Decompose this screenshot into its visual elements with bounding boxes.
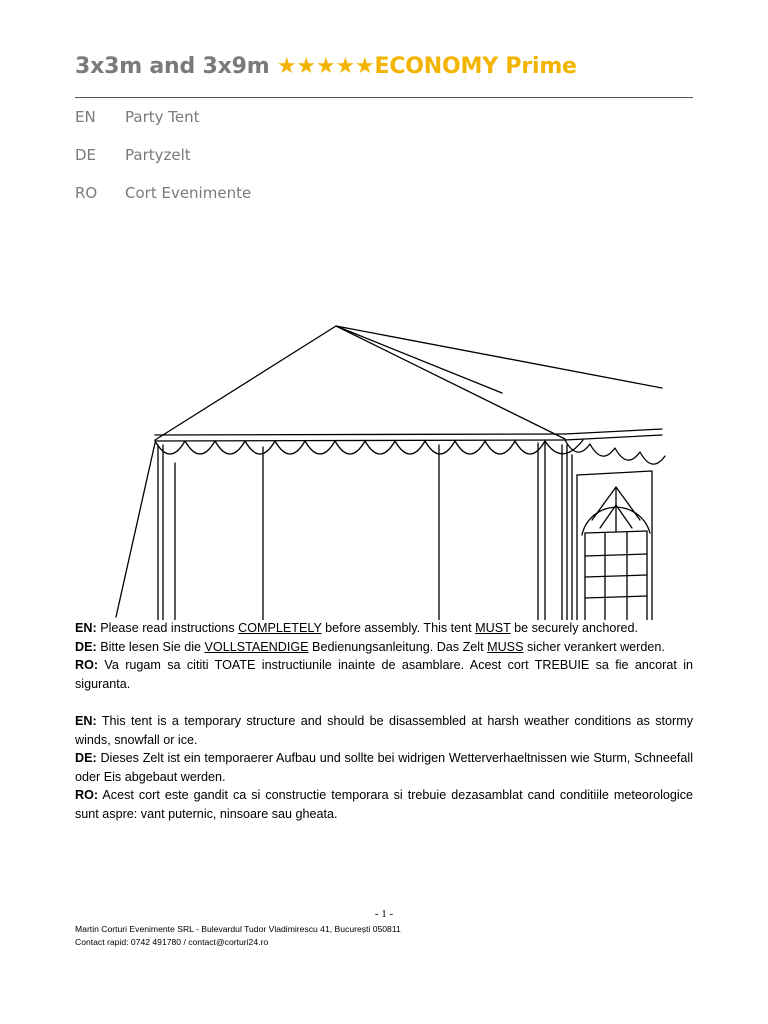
notice-2-ro: RO: Acest cort este gandit ca si constructie temporara si trebuie dezasamblat cand conditiile meteorologice sunt aspre: vant puternic, ninsoare sau gheata. [75, 788, 693, 821]
language-code: DE [75, 146, 97, 164]
footer-contact: Contact rapid: 0742 491780 / contact@corturi24.ro [75, 937, 269, 947]
notice-1-en: EN: Please read instructions COMPLETELY before assembly. This tent MUST be securely anchored. [75, 621, 639, 635]
title-product-name: ECONOMY Prime [374, 54, 577, 79]
language-row-ro [75, 184, 251, 202]
language-code: RO [75, 184, 98, 202]
language-row-de [75, 146, 191, 164]
paragraph-gap [75, 693, 693, 712]
page-number: - 1 - [374, 908, 394, 920]
tent-illustration [100, 315, 680, 620]
language-row-en [75, 108, 200, 126]
safety-notes [75, 619, 693, 824]
product-name: Partyzelt [125, 146, 191, 164]
notice-2-de: DE: Dieses Zelt ist ein temporaerer Aufbau und sollte bei widrigen Wetterverhaeltnissen wie Sturm, Schneefall oder Eis abgebaut werden. [75, 751, 693, 784]
company-footer [75, 923, 401, 949]
page-title [75, 54, 577, 79]
footer-address: Martin Corturi Evenimente SRL - Bulevardul Tudor Vladimirescu 41, București 050811 [75, 924, 401, 934]
notice-1-de: DE: Bitte lesen Sie die VOLLSTAENDIGE Bedienungsanleitung. Das Zelt MUSS sicher verankert werden. [75, 639, 665, 654]
rating-stars: ★★★★★ [276, 54, 375, 79]
product-name: Party Tent [125, 108, 200, 126]
notice-1-ro: RO: Va rugam sa cititi TOATE instructiunile inainte de asamblare. Acest cort TREBUIE sa fie ancorat in siguranta. [75, 658, 693, 691]
product-name: Cort Evenimente [125, 184, 252, 202]
title-divider [75, 97, 693, 98]
title-prefix: 3x3m and 3x9m [75, 54, 277, 79]
notice-2-en: EN: This tent is a temporary structure and should be disassembled at harsh weather conditions as stormy winds, snowfall or ice. [75, 713, 693, 747]
language-code: EN [75, 108, 96, 126]
